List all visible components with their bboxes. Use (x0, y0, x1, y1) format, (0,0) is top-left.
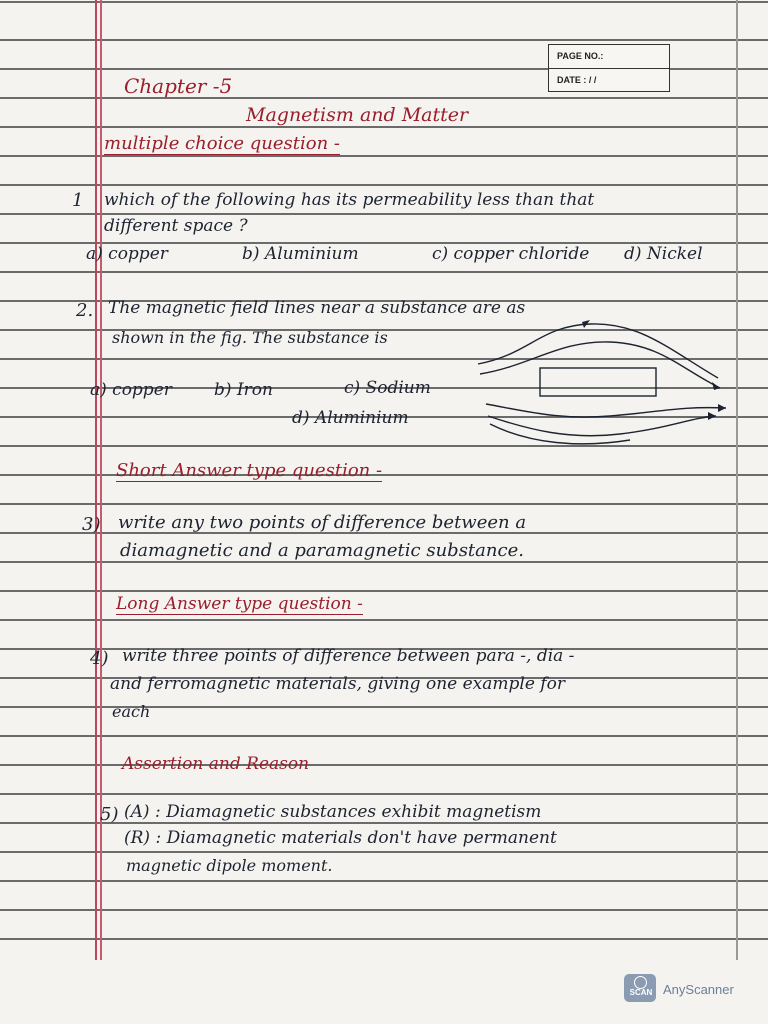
section-mcq-heading: multiple choice question - (104, 133, 341, 154)
q4-text: write three points of difference between para -, dia - (122, 646, 575, 666)
page-no-label: PAGE NO.: (557, 51, 604, 61)
q1-option-a: a) copper (86, 244, 168, 264)
q1-option-d: d) Nickel (624, 244, 703, 264)
q5-assertion: (A) : Diamagnetic substances exhibit magnetism (124, 802, 542, 822)
q5-reason: (R) : Diamagnetic materials don't have permanent (124, 828, 557, 848)
q4-text-3: each (112, 702, 151, 721)
margin-line-inner (100, 0, 102, 990)
scanner-icon-label: SCAN (629, 988, 653, 997)
magnetic-field-figure (470, 320, 732, 450)
q2-text: The magnetic field lines near a substance are as (108, 298, 526, 318)
section-long-heading: Long Answer type question - (116, 594, 363, 614)
q2-text-2: shown in the fig. The substance is (112, 328, 388, 347)
scanner-brand: AnyScanner (663, 982, 734, 997)
q5-reason-2: magnetic dipole moment. (126, 856, 333, 875)
q2-option-d: d) Aluminium (292, 408, 409, 428)
q2-option-c: c) Sodium (344, 378, 431, 398)
field-line (480, 342, 720, 388)
q2-option-a: a) copper (90, 380, 172, 400)
q4-text-2: and ferromagnetic materials, giving one example for (110, 674, 565, 694)
margin-line-right (736, 0, 738, 990)
page-title: Magnetism and Matter (246, 104, 469, 126)
q4-number: 4) (90, 648, 109, 669)
q3-text-2: diamagnetic and a paramagnetic substance. (120, 540, 524, 561)
q3-text: write any two points of difference between a (118, 512, 527, 533)
q1-text: which of the following has its permeability less than that (104, 190, 595, 210)
date-label: DATE : / / (549, 68, 669, 92)
q1-number: 1 (72, 190, 84, 211)
section-short-heading: Short Answer type question - (116, 460, 383, 481)
q2-number: 2. (76, 300, 94, 321)
section-ar-heading: Assertion and Reason (122, 754, 310, 774)
q1-text-2: different space ? (104, 216, 248, 236)
substance-rectangle (540, 368, 656, 396)
margin-line (95, 0, 97, 990)
q1-option-b: b) Aluminium (242, 244, 359, 264)
q1-option-c: c) copper chloride (432, 244, 590, 264)
chapter-heading: Chapter -5 (124, 74, 233, 98)
arrow-head (712, 382, 720, 390)
field-line (486, 404, 726, 417)
field-line (488, 416, 716, 436)
page-info-box (548, 44, 670, 92)
arrow-head (708, 412, 716, 420)
field-line (478, 324, 718, 378)
arrow-head (718, 404, 726, 412)
q5-number: 5) (100, 804, 119, 825)
q3-number: 3) (82, 514, 101, 535)
q2-option-b: b) Iron (214, 380, 273, 400)
